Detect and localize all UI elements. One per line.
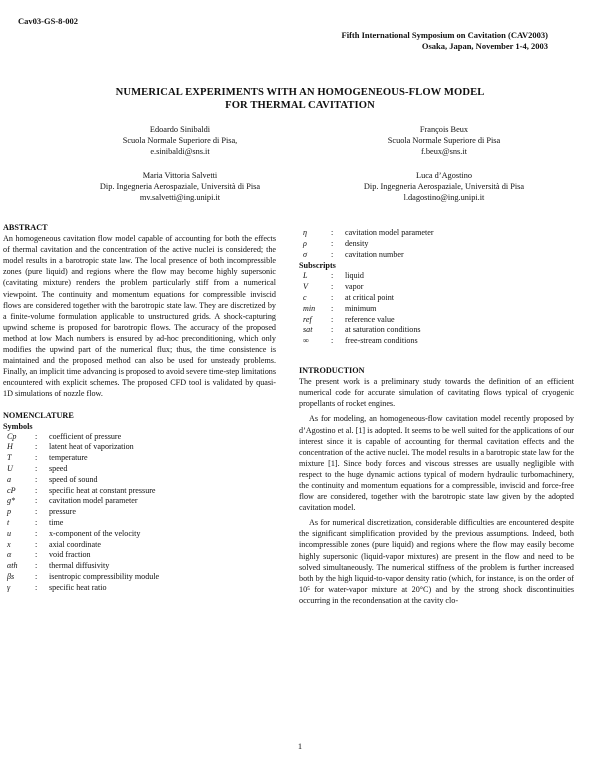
symbol: x <box>7 539 11 549</box>
page-number: 1 <box>297 741 303 751</box>
nomenclature-row <box>3 507 276 518</box>
separator: : <box>35 561 38 571</box>
author-name: François Beux <box>419 125 469 134</box>
separator: : <box>331 336 334 346</box>
symbol-description: at critical point <box>345 293 394 303</box>
paper-title <box>0 86 600 112</box>
nomenclature-row <box>3 442 276 453</box>
nomenclature-row <box>3 529 276 540</box>
symbol: sat <box>303 325 313 335</box>
symbol-description: cavitation model parameter <box>49 496 138 506</box>
title-line-1: NUMERICAL EXPERIMENTS WITH AN HOMOGENEOUS-FLOW MODEL <box>115 87 485 98</box>
author-affiliation: Scuola Normale Superiore di Pisa <box>387 136 501 145</box>
author-name: Maria Vittoria Salvetti <box>142 171 218 180</box>
symbol-description: cavitation model parameter <box>345 228 434 237</box>
author-affiliation: Dip. Ingegneria Aerospaziale, Università di Pisa <box>363 182 525 191</box>
symbol: Cp <box>7 431 17 441</box>
nomenclature-row <box>3 496 276 507</box>
separator: : <box>331 303 334 313</box>
nomenclature-row <box>3 432 276 443</box>
symbol: H <box>7 442 13 452</box>
title-line-2: FOR THERMAL CAVITATION <box>225 100 375 111</box>
symbol: t <box>7 518 10 528</box>
right-column <box>299 228 574 606</box>
nomenclature-row <box>3 583 276 594</box>
symbol-description: speed of sound <box>49 474 98 484</box>
nomenclature-heading: NOMENCLATURE <box>3 410 74 420</box>
separator: : <box>331 325 334 335</box>
abstract-heading: ABSTRACT <box>3 223 48 232</box>
separator: : <box>35 464 38 474</box>
nomenclature-row <box>299 325 574 336</box>
symbol-description: specific heat ratio <box>49 582 107 592</box>
nomenclature-row <box>3 572 276 583</box>
symbol-description: x-component of the velocity <box>49 528 141 538</box>
author-name: Luca d’Agostino <box>416 171 472 180</box>
separator: : <box>331 293 334 303</box>
nomenclature-row <box>299 282 574 293</box>
symbol: U <box>7 464 13 474</box>
separator: : <box>35 507 38 517</box>
symbol-description: time <box>49 518 64 528</box>
symbol-description: latent heat of vaporization <box>49 442 134 452</box>
symbol-description: specific heat at constant pressure <box>49 485 156 495</box>
author-email: f.beux@sns.it <box>421 147 467 156</box>
separator: : <box>35 582 38 592</box>
separator: : <box>331 249 334 259</box>
nomenclature-row <box>3 453 276 464</box>
conference-header <box>342 30 548 52</box>
nomenclature-row <box>299 304 574 315</box>
nomenclature-row <box>299 336 574 347</box>
symbol: σ <box>303 249 307 259</box>
intro-paragraph-3: As for numerical discretization, considerable difficulties are encountered despite the significant simplification provided by the previous assumptions. Indeed, both incompressible zones (pure liquid) and regions where the flow may easily become highly supersonic (liquid-vapor mixtures) are present in the flow and need to be solved simultaneously. The numerical stiffness of the problem is further increased both by the high liquid-to-vapor density ratio (which, for instance, is on the order of 10⁵ for water-vapor mixture at 20°C) and by the strong shock discontinuities occurring in the recondensation at the cavity clo- <box>299 518 574 605</box>
symbol: cP <box>7 485 16 495</box>
nomenclature-row <box>299 239 574 250</box>
symbol-description: free-stream conditions <box>345 336 418 346</box>
nomenclature-row <box>299 293 574 304</box>
separator: : <box>35 550 38 560</box>
symbol: u <box>7 528 12 538</box>
nomenclature-row <box>3 540 276 551</box>
symbol: c <box>303 293 307 303</box>
separator: : <box>331 238 334 248</box>
author-email: l.dagostino@ing.unipi.it <box>403 193 485 202</box>
symbol-description: pressure <box>49 507 76 517</box>
nomenclature-row <box>3 486 276 497</box>
symbol: α <box>7 550 12 560</box>
symbol: ρ <box>303 238 307 248</box>
symbol-description: speed <box>49 464 68 474</box>
symbol-description: vapor <box>345 282 364 292</box>
separator: : <box>35 442 38 452</box>
nomenclature-row <box>3 464 276 475</box>
abstract-text: An homogeneous cavitation flow model capable of accounting for both the effects of thermal cavitation and the concentration of the active nuclei is considered; the model results in a barotropic state law. The local presence of both incompressible zones (pure liquid) and regions where the flow may become highly supersonic (cavitating mixture) renders the problem particularly stiff from a numerical viewpoint. The continuity and momentum equations for compressible inviscid flows are considered together with the barotropic state law. They are discretized by a finite-volume formulation applicable to unstructured grids. A shock-capturing upwind scheme is proposed for barotropic flows. The accuracy of the proposed method at low Mach numbers is ensured by ad-hoc preconditioning, which only modifies the upwind part of the numerical flux; thus, the time consistence is maintained and the proposed method can also be used for unsteady problems. Finally, an implicit time advancing is proposed to avoid severe time-step limitations encountered with explicit schemes. The proposed CFD tool is validated by quasi-1D simulations of nozzle flow. <box>3 234 276 399</box>
symbol-description: reference value <box>345 314 395 324</box>
symbol: V <box>303 282 308 292</box>
symbol: g* <box>7 496 16 506</box>
author-email: e.sinibaldi@sns.it <box>150 147 210 156</box>
separator: : <box>35 485 38 495</box>
symbol: η <box>303 228 308 237</box>
symbols-list-continued <box>299 228 574 260</box>
symbol-description: thermal diffusivity <box>49 561 110 571</box>
intro-paragraph-2: As for modeling, an homogeneous-flow cavitation model recently proposed by d’Agostino et al. [1] is adopted. It seems to be well suited for the applications of our interest since it is capable of accounting for thermal cavitation effects and the concentration of the active nuclei. The model results in a barotropic state law for the mixture [1]. Since body forces and viscous stresses are usually negligible with respect to the huge dynamic actions typical of modern hydraulic turbomachinery, the continuity and momentum equations for a compressible, inviscid and force-free flow are considered, together with the barotropic state law given by the adopted cavitation model. <box>299 414 574 513</box>
nomenclature-row <box>3 518 276 529</box>
symbol-description: liquid <box>345 271 364 281</box>
symbol-description: density <box>345 238 369 248</box>
nomenclature-row <box>299 228 574 239</box>
symbol: a <box>7 474 12 484</box>
separator: : <box>35 528 38 538</box>
subscripts-heading: Subscripts <box>299 261 336 271</box>
symbol-description: void fraction <box>49 550 91 560</box>
separator: : <box>35 431 38 441</box>
symbol: p <box>7 507 12 517</box>
symbol: min <box>303 303 316 313</box>
symbol-description: coefficient of pressure <box>49 431 122 441</box>
separator: : <box>331 282 334 292</box>
symbol: T <box>7 453 12 463</box>
author-block-1 <box>50 124 310 157</box>
separator: : <box>35 453 38 463</box>
author-affiliation: Dip. Ingegneria Aerospaziale, Università di Pisa <box>99 182 261 191</box>
separator: : <box>35 518 38 528</box>
introduction-heading: INTRODUCTION <box>299 366 365 376</box>
left-column <box>3 222 276 594</box>
separator: : <box>35 539 38 549</box>
author-affiliation: Scuola Normale Superiore di Pisa, <box>122 136 238 145</box>
symbol: L <box>303 271 308 281</box>
symbol-description: minimum <box>345 303 377 313</box>
author-email: mv.salvetti@ing.unipi.it <box>139 193 221 202</box>
nomenclature-row <box>3 475 276 486</box>
nomenclature-row <box>3 550 276 561</box>
nomenclature-row <box>299 315 574 326</box>
symbol-description: isentropic compressibility module <box>49 572 160 582</box>
symbol: ref <box>303 314 312 324</box>
author-block-2 <box>314 124 574 157</box>
author-block-3 <box>50 170 310 203</box>
nomenclature-row <box>299 250 574 261</box>
nomenclature-row <box>299 271 574 282</box>
author-block-4 <box>314 170 574 203</box>
symbol-description: cavitation number <box>345 249 404 259</box>
separator: : <box>331 271 334 281</box>
intro-paragraph-1: The present work is a preliminary study towards the definition of an efficient numerical code for accurate simulation of cavitating flows typical of cryogenic propellants of rocket engines. <box>299 377 574 409</box>
paper-id: Cav03-GS-8-002 <box>18 16 78 26</box>
symbol-description: at saturation conditions <box>345 325 421 335</box>
symbol: γ <box>7 582 11 592</box>
separator: : <box>35 474 38 484</box>
conference-line-2: Osaka, Japan, November 1-4, 2003 <box>421 41 548 51</box>
symbol: αth <box>7 561 18 571</box>
conference-line-1: Fifth International Symposium on Cavitation (CAV2003) <box>341 30 548 40</box>
symbols-list <box>3 432 276 594</box>
subscripts-list <box>299 271 574 347</box>
symbol-description: temperature <box>49 453 88 463</box>
author-name: Edoardo Sinibaldi <box>149 125 211 134</box>
symbol: βs <box>7 572 15 582</box>
symbol-description: axial coordinate <box>49 539 101 549</box>
separator: : <box>331 314 334 324</box>
separator: : <box>35 496 38 506</box>
symbols-heading: Symbols <box>3 421 33 431</box>
symbol: ∞ <box>303 336 309 346</box>
nomenclature-row <box>3 561 276 572</box>
separator: : <box>331 228 334 237</box>
separator: : <box>35 572 38 582</box>
